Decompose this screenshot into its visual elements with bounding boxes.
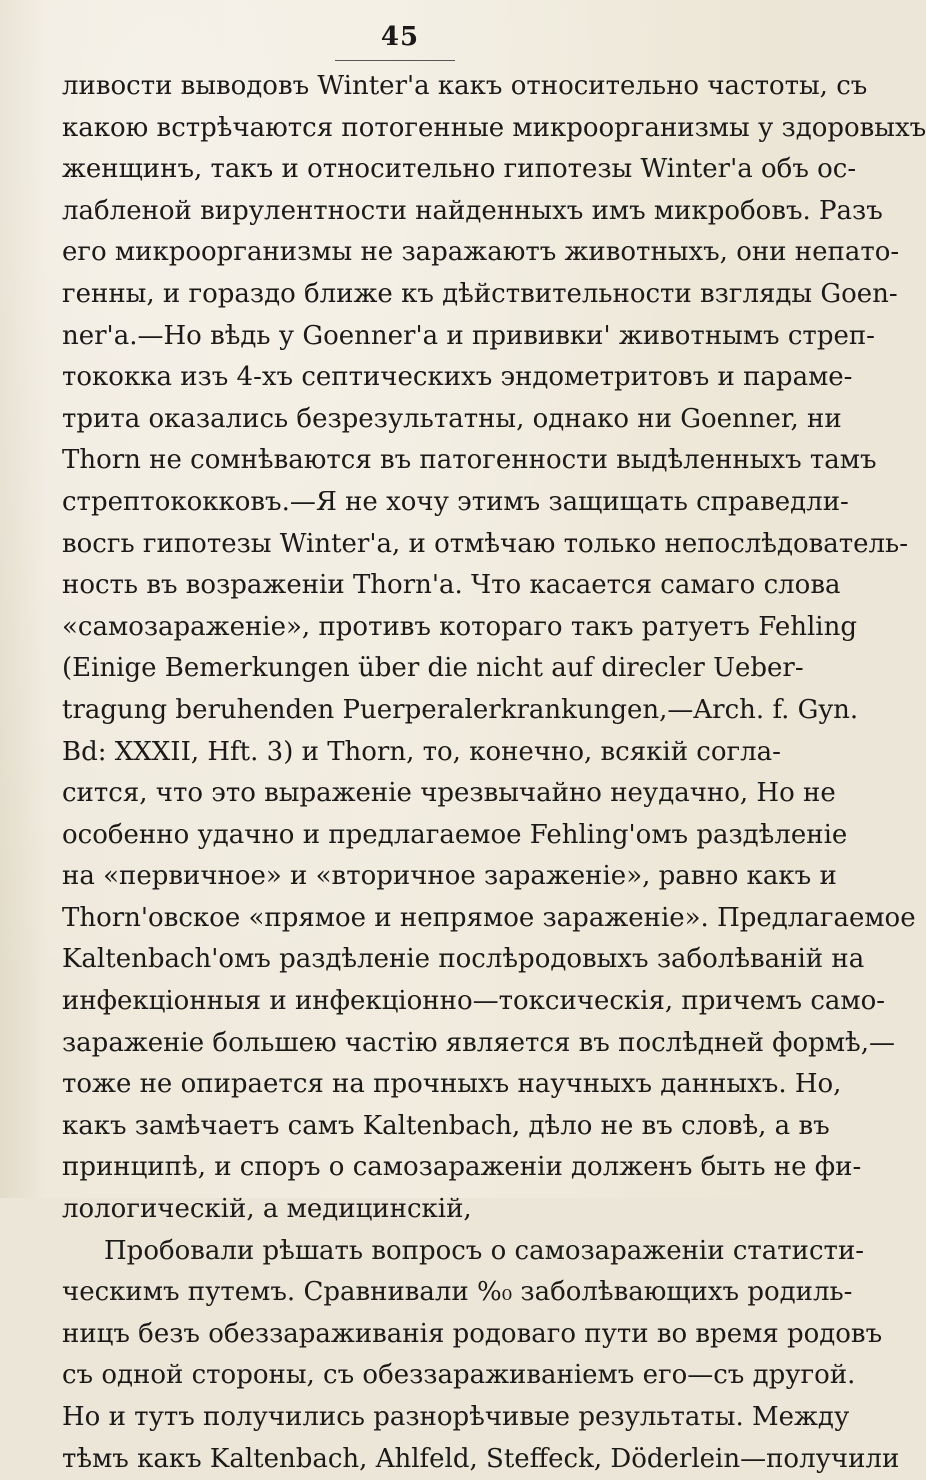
text-line: принципѣ, и споръ о самозараженіи долженъ быть не фи-: [62, 1152, 862, 1183]
text-line: какъ замѣчаетъ самъ Kaltenbach, дѣло не въ словѣ, а въ: [62, 1110, 830, 1141]
text-line: инфекціонныя и инфекціонно—токсическія, причемъ само-: [62, 986, 886, 1017]
text-line: Bd: XXXII, Hft. 3) и Thorn, то, конечно, всякій согла-: [62, 736, 781, 767]
text-line: ner'a.—Но вѣдь у Goenner'a и прививки' животнымъ стреп-: [62, 320, 875, 351]
text-line: ливости выводовъ Winter'а какъ относительно частоты, съ: [62, 71, 868, 101]
text-line: тококка изъ 4-хъ септическихъ эндометритовъ и параме-: [62, 362, 853, 393]
text-line: Thorn'овское «прямое и непрямое зараженіе». Предлагаемое: [62, 902, 916, 933]
text-line: Thorn не сомнѣваются въ патогенности выдѣленныхъ тамъ: [62, 445, 877, 476]
text-line: стрептококковъ.—Я не хочу этимъ защищать справедли-: [62, 486, 849, 517]
body-text: [62, 66, 926, 1480]
text-line: тѣмъ какъ Kaltenbach, Ahlfeld, Steffeck, Döderlein—получили: [62, 1443, 900, 1474]
text-line: Но и тутъ получились разнорѣчивые результаты. Между: [62, 1402, 850, 1432]
text-line: генны, и гораздо ближе къ дѣйствительности взгляды Goen-: [62, 278, 898, 309]
page-number-rule: [335, 60, 455, 61]
text-line: тоже не опирается на прочныхъ научныхъ данныхъ. Но,: [62, 1069, 842, 1100]
text-line: съ одной стороны, съ обеззараживаніемъ его—съ другой.: [62, 1360, 856, 1391]
text-line: какою встрѣчаются потогенные микроорганизмы у здоровыхъ: [62, 112, 926, 143]
text-line: его микроорганизмы не заражаютъ животныхъ, они непато-: [62, 237, 900, 268]
text-line: зараженіе большею частію является въ послѣдней формѣ,—: [62, 1027, 895, 1058]
text-line: ность въ возраженіи Thorn'a. Что касается самаго слова: [62, 570, 841, 601]
text-line: (Einige Bemerkungen über die nicht auf direcler Ueber-: [62, 653, 804, 684]
text-line: лологическій, а медицинскій,: [62, 1194, 472, 1225]
page-number: 45: [380, 22, 420, 52]
text-line: на «первичное» и «вторичное зараженіе», равно какъ и: [62, 861, 837, 892]
text-line: трита оказались безрезультатны, однако ни Goenner, ни: [62, 403, 842, 434]
text-line: tragung beruhenden Puerperalerkrankungen,—Arch. f. Gyn.: [62, 694, 859, 725]
text-line: «самозараженіе», противъ котораго такъ ратуетъ Fehling: [62, 611, 857, 642]
text-line: сится, что это выраженіе чрезвычайно неудачно, Но не: [62, 778, 836, 809]
text-line: ницъ безъ обеззараживанія родоваго пути во время родовъ: [62, 1318, 883, 1349]
text-line: Kaltenbach'омъ раздѣленіе послѣродовыхъ заболѣваній на: [62, 944, 865, 975]
text-line: лабленой вирулентности найденныхъ имъ микробовъ. Разъ: [62, 195, 883, 226]
text-line: восгь гипотезы Winter'a, и отмѣчаю только непослѣдователь-: [62, 528, 908, 559]
text-line: особенно удачно и предлагаемое Fehling'омъ раздѣленіе: [62, 819, 848, 850]
text-line: ческимъ путемъ. Сравнивали %₀ заболѣвающихъ родиль-: [62, 1277, 853, 1308]
text-line: Пробовали рѣшать вопросъ о самозараженіи статисти-: [104, 1235, 865, 1266]
text-line: женщинъ, такъ и относительно гипотезы Winter'а объ ос-: [62, 154, 857, 185]
